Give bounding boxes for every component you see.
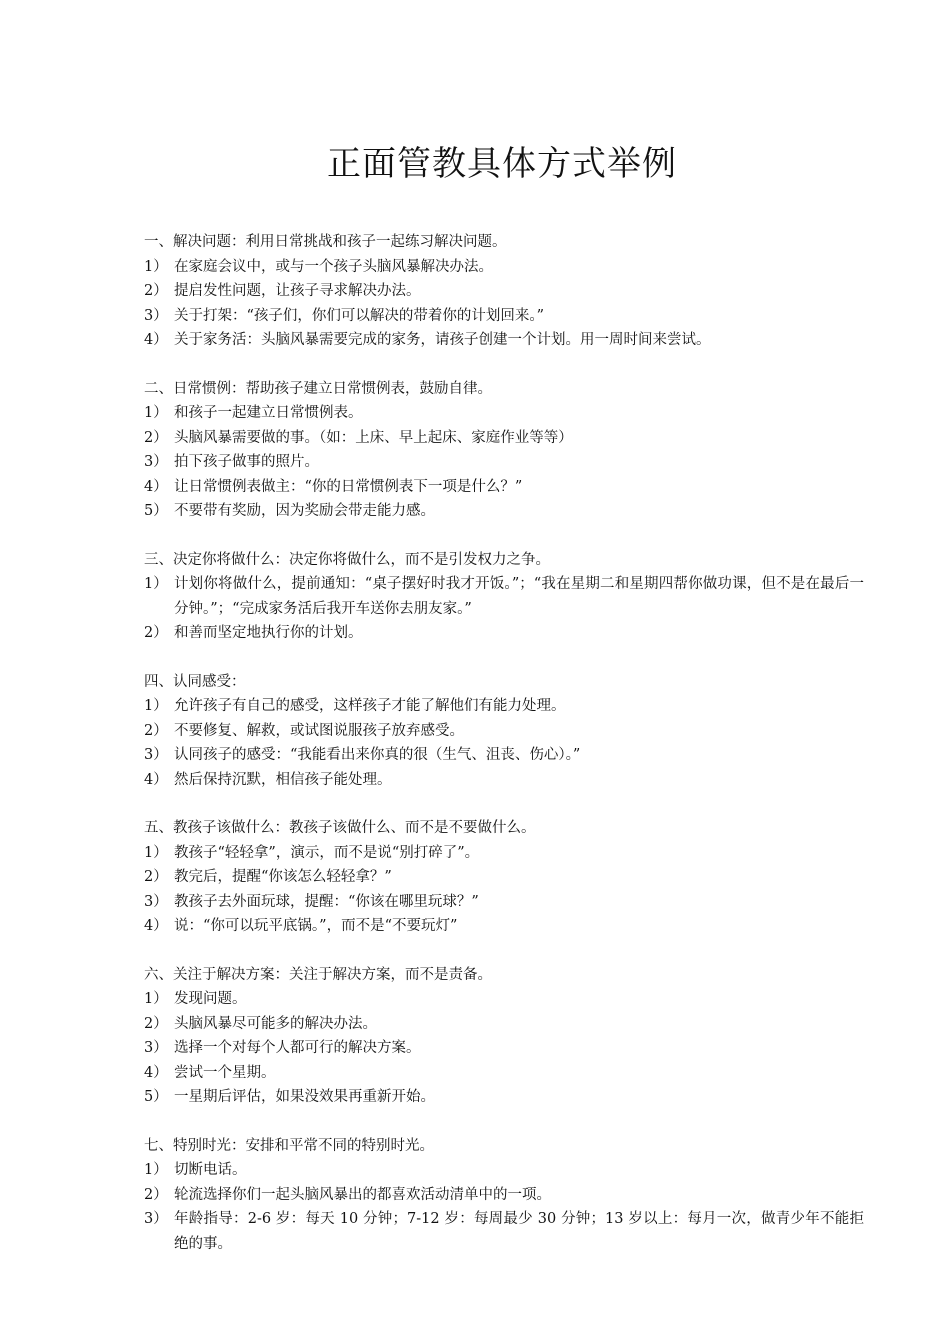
section-heading: 五、教孩子该做什么：教孩子该做什么、而不是不要做什么。 bbox=[144, 820, 536, 836]
item-text: 和孩子一起建立日常惯例表。 bbox=[174, 405, 363, 421]
item-text: 教孩子去外面玩球，提醒：“你该在哪里玩球？” bbox=[174, 893, 479, 910]
section-heading: 二、日常惯例：帮助孩子建立日常惯例表，鼓励自律。 bbox=[144, 380, 492, 397]
list-item bbox=[144, 1061, 864, 1086]
item-number: 1） bbox=[144, 405, 168, 421]
section-validate-feelings bbox=[144, 670, 864, 793]
list-item bbox=[144, 621, 864, 646]
item-number: 1） bbox=[144, 698, 168, 714]
item-number: 4） bbox=[144, 771, 168, 788]
item-number: 3） bbox=[144, 1211, 168, 1227]
list-item bbox=[144, 1085, 864, 1110]
list-item bbox=[144, 1183, 864, 1208]
item-text: 教完后，提醒“你该怎么轻轻拿？” bbox=[174, 869, 392, 885]
list-item bbox=[144, 987, 864, 1012]
item-text: 切断电话。 bbox=[174, 1162, 247, 1178]
item-text: 在家庭会议中，或与一个孩子头脑风暴解决办法。 bbox=[174, 258, 493, 275]
item-number: 4） bbox=[144, 1064, 168, 1081]
list-item bbox=[144, 1158, 864, 1183]
page-title: 正面管教具体方式举例 bbox=[327, 144, 677, 184]
section-heading: 一、解决问题：利用日常挑战和孩子一起练习解决问题。 bbox=[144, 234, 507, 250]
item-number: 1） bbox=[144, 844, 168, 861]
item-number: 5） bbox=[144, 503, 168, 519]
item-text: 头脑风暴尽可能多的解决办法。 bbox=[174, 1015, 377, 1032]
item-number: 2） bbox=[144, 869, 168, 885]
item-text: 不要带有奖励，因为奖励会带走能力感。 bbox=[174, 503, 435, 519]
item-text: 年龄指导：2-6 岁：每天 10 分钟；7-12 岁：每周最少 30 分钟；13 岁以上：每月一次，做青少年不能拒绝的事。 bbox=[174, 1211, 864, 1252]
section-heading: 四、认同感受： bbox=[144, 673, 246, 690]
list-item bbox=[144, 401, 864, 426]
list-item bbox=[144, 743, 864, 768]
item-text: 关于打架：“孩子们，你们可以解决的带着你的计划回来。” bbox=[174, 307, 545, 324]
list-item bbox=[144, 255, 864, 280]
section-problem-solving bbox=[144, 230, 864, 353]
item-text: 然后保持沉默，相信孩子能处理。 bbox=[174, 771, 392, 788]
section-decide-what-you-will-do bbox=[144, 548, 864, 646]
item-number: 4） bbox=[144, 478, 168, 495]
item-text: 说：“你可以玩平底锅。”，而不是“不要玩灯” bbox=[174, 918, 458, 934]
item-text: 让日常惯例表做主：“你的日常惯例表下一项是什么？” bbox=[174, 478, 523, 495]
list-item bbox=[144, 841, 864, 866]
list-item bbox=[144, 304, 864, 329]
item-number: 3） bbox=[144, 307, 168, 324]
section-heading: 三、决定你将做什么：决定你将做什么，而不是引发权力之争。 bbox=[144, 551, 550, 568]
item-text: 和善而坚定地执行你的计划。 bbox=[174, 625, 363, 641]
list-item bbox=[144, 499, 864, 524]
section-teach-what-to-do bbox=[144, 816, 864, 939]
section-special-time bbox=[144, 1134, 864, 1257]
item-number: 2） bbox=[144, 722, 168, 739]
list-item bbox=[144, 890, 864, 915]
item-number: 1） bbox=[144, 258, 168, 275]
document-body bbox=[144, 230, 864, 1280]
item-text: 不要修复、解救，或试图说服孩子放弃感受。 bbox=[174, 722, 464, 739]
list-item bbox=[144, 768, 864, 793]
list-item bbox=[144, 426, 864, 451]
item-text: 轮流选择你们一起头脑风暴出的都喜欢活动清单中的一项。 bbox=[174, 1186, 551, 1203]
list-item bbox=[144, 279, 864, 304]
item-text: 发现问题。 bbox=[174, 991, 247, 1007]
item-text: 头脑风暴需要做的事。（如：上床、早上起床、家庭作业等等） bbox=[174, 429, 573, 446]
list-item bbox=[144, 694, 864, 719]
item-text: 拍下孩子做事的照片。 bbox=[174, 454, 319, 470]
list-item bbox=[144, 572, 864, 621]
item-number: 3） bbox=[144, 1040, 168, 1056]
item-text: 教孩子“轻轻拿”，演示，而不是说“别打碎了”。 bbox=[174, 844, 480, 861]
item-number: 3） bbox=[144, 747, 168, 763]
list-item bbox=[144, 450, 864, 475]
list-item bbox=[144, 914, 864, 939]
item-number: 1） bbox=[144, 991, 168, 1007]
list-item bbox=[144, 475, 864, 500]
item-number: 2） bbox=[144, 283, 168, 299]
section-routines bbox=[144, 377, 864, 524]
item-text: 提启发性问题，让孩子寻求解决办法。 bbox=[174, 283, 421, 299]
item-number: 1） bbox=[144, 576, 168, 592]
section-focus-on-solutions bbox=[144, 963, 864, 1110]
list-item bbox=[144, 1012, 864, 1037]
list-item bbox=[144, 1036, 864, 1061]
list-item bbox=[144, 1207, 864, 1256]
list-item bbox=[144, 865, 864, 890]
list-item bbox=[144, 328, 864, 353]
item-text: 一星期后评估，如果没效果再重新开始。 bbox=[174, 1089, 435, 1105]
item-number: 2） bbox=[144, 1015, 168, 1032]
item-number: 3） bbox=[144, 454, 168, 470]
item-number: 4） bbox=[144, 332, 168, 348]
item-number: 3） bbox=[144, 893, 168, 910]
item-number: 2） bbox=[144, 1186, 168, 1203]
item-number: 5） bbox=[144, 1089, 168, 1105]
item-text: 尝试一个星期。 bbox=[174, 1064, 276, 1081]
list-item bbox=[144, 719, 864, 744]
section-heading: 六、关注于解决方案：关注于解决方案，而不是责备。 bbox=[144, 966, 492, 983]
section-heading: 七、特别时光：安排和平常不同的特别时光。 bbox=[144, 1137, 434, 1154]
item-number: 4） bbox=[144, 918, 168, 934]
item-text: 允许孩子有自己的感受，这样孩子才能了解他们有能力处理。 bbox=[174, 698, 566, 714]
item-text: 选择一个对每个人都可行的解决方案。 bbox=[174, 1040, 421, 1056]
item-text: 关于家务活：头脑风暴需要完成的家务，请孩子创建一个计划。用一周时间来尝试。 bbox=[174, 332, 711, 348]
item-number: 2） bbox=[144, 429, 168, 446]
item-text: 认同孩子的感受：“我能看出来你真的很（生气、沮丧、伤心）。” bbox=[174, 747, 581, 763]
item-number: 2） bbox=[144, 625, 168, 641]
item-text: 计划你将做什么，提前通知：“桌子摆好时我才开饭。”；“我在星期二和星期四帮你做功课，但不是在最后一分钟。”；“完成家务活后我开车送你去朋友家。” bbox=[174, 576, 864, 617]
item-number: 1） bbox=[144, 1162, 168, 1178]
